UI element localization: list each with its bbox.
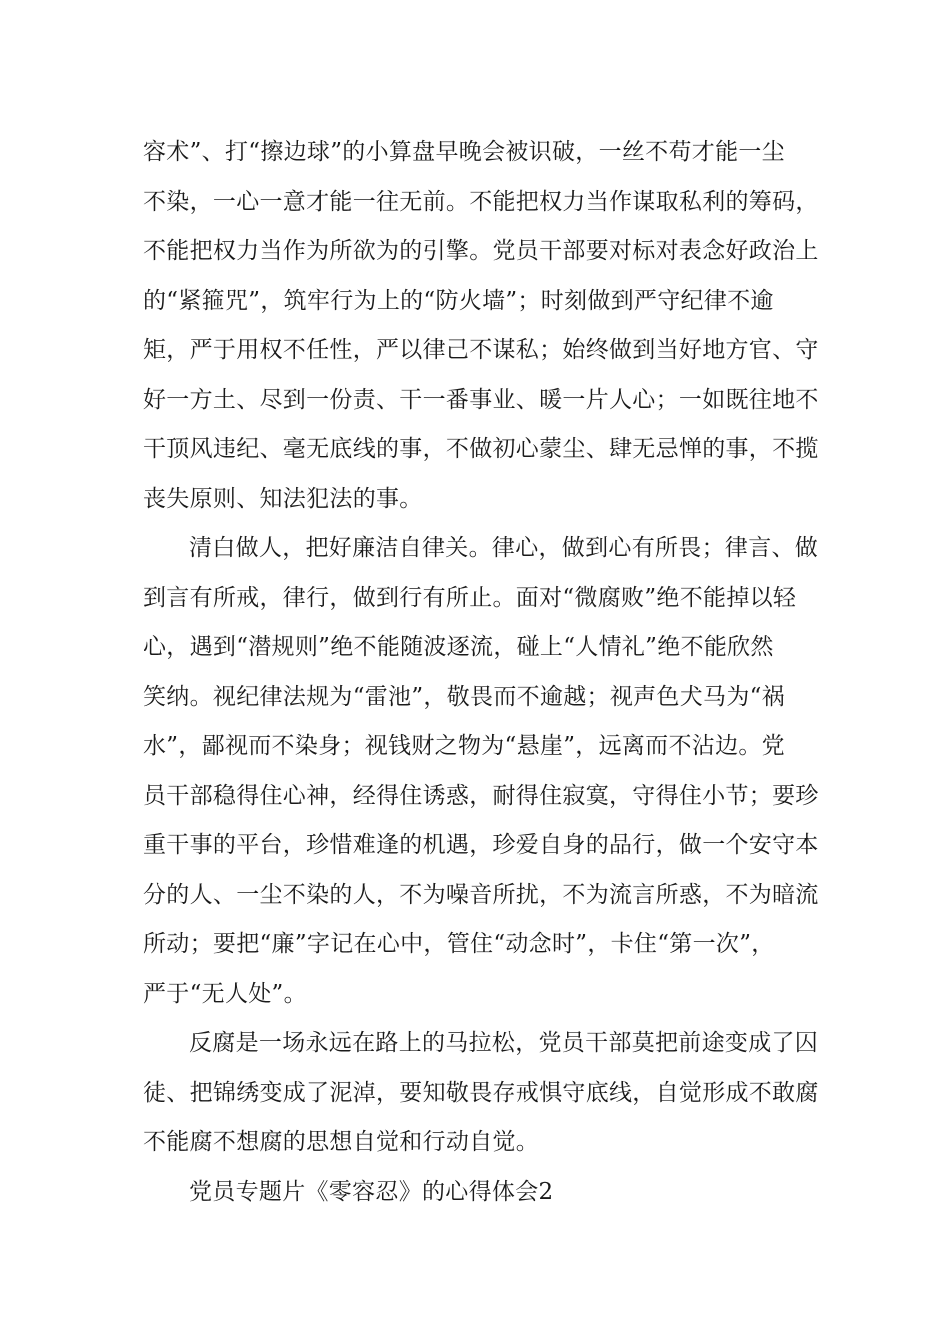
- text-line: 容术”、打“擦边球”的小算盘早晚会被识破，一丝不苟才能一尘: [143, 139, 785, 165]
- text-line: 水”，鄙视而不染身；视钱财之物为“悬崖”，远离而不沾边。党: [143, 733, 785, 759]
- text-line: 徒、把锦绣变成了泥淖，要知敬畏存戒惧守底线，自觉形成不敢腐: [143, 1079, 819, 1106]
- text-line: 员干部稳得住心神，经得住诱惑，耐得住寂寞，守得住小节；要珍: [143, 782, 819, 809]
- text-line: 不能把权力当作为所欲为的引擎。党员干部要对标对表念好政治上: [143, 238, 819, 264]
- text-line: 到言有所戒，律行，做到行有所止。面对“微腐败”绝不能掉以轻: [143, 584, 797, 611]
- text-line: 的“紧箍咒”，筑牢行为上的“防火墙”；时刻做到严守纪律不逾: [143, 287, 774, 314]
- section-heading: [143, 1168, 823, 1218]
- text-line: 所动；要把“廉”字记在心中，管住“动念时”，卡住“第一次”，: [143, 931, 775, 957]
- paragraph: [143, 524, 823, 1019]
- paragraph: [143, 1019, 823, 1168]
- text-line: 分的人、一尘不染的人，不为噪音所扰，不为流言所惑，不为暗流: [143, 881, 819, 908]
- text-line: 丧失原则、知法犯法的事。: [143, 485, 423, 512]
- text-line: 笑纳。视纪律法规为“雷池”，敬畏而不逾越；视声色犬马为“祸: [143, 683, 785, 710]
- heading-line: 党员专题片《零容忍》的心得体会2: [189, 1178, 554, 1205]
- text-line: 矩，严于用权不任性，严以律己不谋私；始终做到当好地方官、守: [143, 337, 819, 363]
- text-line: 心，遇到“潜规则”绝不能随波逐流，碰上“人情礼”绝不能欣然: [143, 634, 774, 660]
- text-line: 严于“无人处”。: [143, 980, 307, 1007]
- text-line: 不能腐不想腐的思想自觉和行动自觉。: [143, 1129, 540, 1155]
- document-body: [143, 128, 823, 1217]
- text-line: 好一方土、尽到一份责、干一番事业、暖一片人心；一如既往地不: [143, 386, 819, 413]
- text-line: 干顶风违纪、毫无底线的事，不做初心蒙尘、肆无忌惮的事，不揽: [143, 436, 819, 462]
- text-line: 重干事的平台，珍惜难逢的机遇，珍爱自身的品行，做一个安守本: [143, 832, 819, 858]
- text-line: 反腐是一场永远在路上的马拉松，党员干部莫把前途变成了囚: [189, 1030, 819, 1056]
- paragraph: [143, 128, 823, 524]
- text-line: 不染，一心一意才能一往无前。不能把权力当作谋取私利的筹码，: [143, 188, 819, 215]
- text-line: 清白做人，把好廉洁自律关。律心，做到心有所畏；律言、做: [189, 535, 819, 561]
